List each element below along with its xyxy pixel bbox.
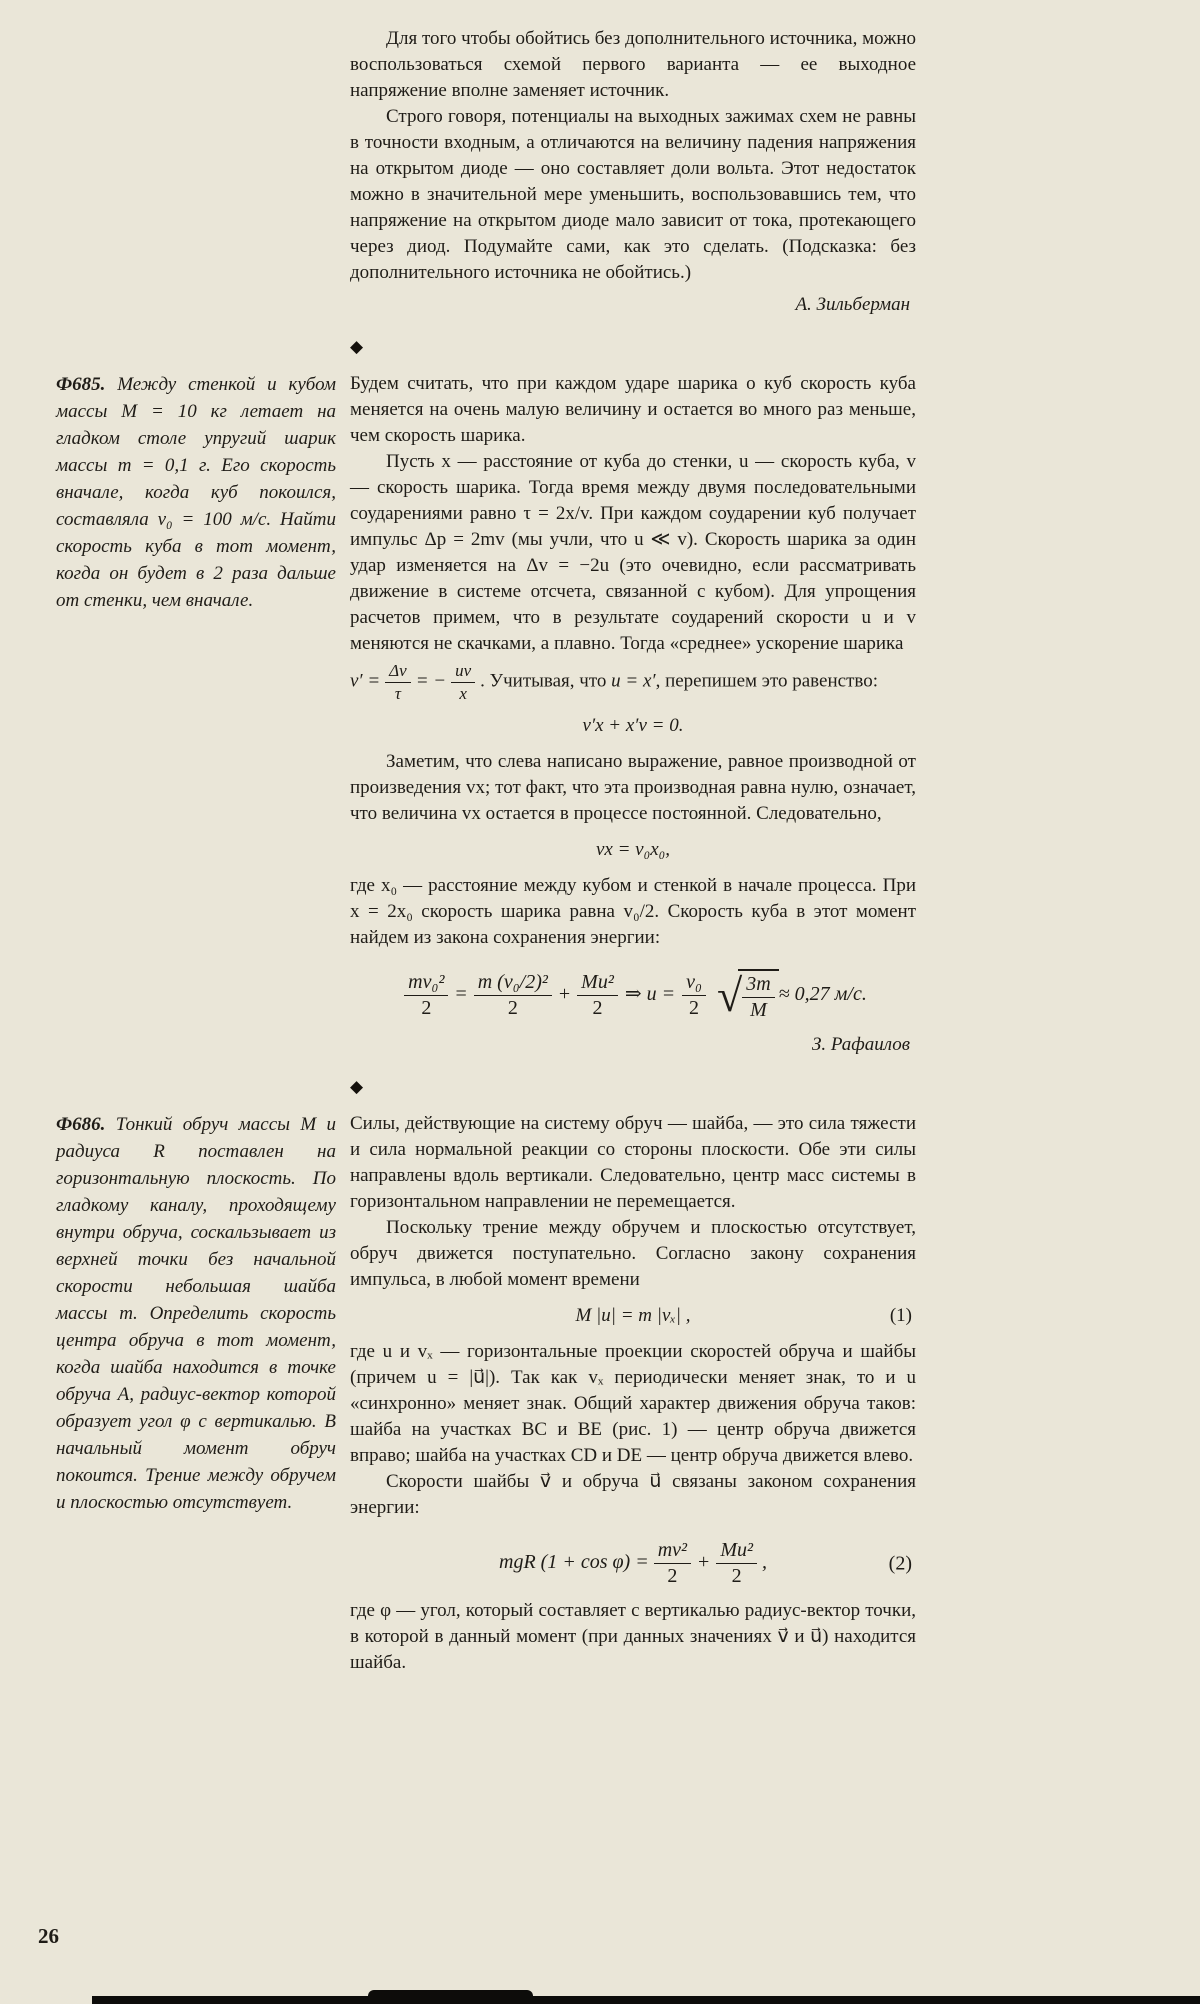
solution-paragraph: Пусть x — расстояние от куба до стенки, u — скорость куба, v — скорость шарика. Тогда время между двумя последовательными соударениями равно τ = 2x/v. При каждом соударении куб получает импульс Δp = 2mv (мы учли, что u ≪ v). Скорость шарика за один удар изменяется на Δv = −2u (это очевидно, если рассматривать движение в системе отсчета, связанной с кубом). Для упрощения расчетов примем, что в результате соударений скорости u и v меняются не скачками, а плавно. Тогда «среднее» ускорение шарика [350,451,916,654]
result-value: ≈ 0,27 м/с. [778,983,867,1006]
section-zilberman-solution [56,26,1200,318]
problem-text: Между стенкой и кубом массы M = 10 кг летает на гладком столе упругий шарик массы m = 0,1 г. Его скорость вначале, когда куб покоился, составляла v₀ = 100 м/с. Найти скорость куба в тот момент, когда он будет в 2 раза дальше от стенки, чем вначале. [56,374,336,611]
solution-paragraph: Строго говоря, потенциалы на выходных зажимах схем не равны в точности входным, а отличаются на величину падения напряжения на открытом диоде — оно составляет доли вольта. Этот недостаток можно в значительной мере уменьшить, воспользовавшись тем, что напряжение на открытом диоде мало зависит от тока, протекающего через диод. Подумайте сами, как это сделать. (Подсказка: без дополнительного источника не обойтись.) [350,106,916,283]
equation-number: (1) [889,1305,912,1327]
solution-paragraph: Для того чтобы обойтись без дополнительного источника, можно воспользоваться схемой первого варианта — ее выходное напряжение вполне заменяет источник. [350,28,916,101]
fraction: $\frac{\text{mv²}}{2}$ [654,1539,691,1588]
page-number: 26 [38,1924,59,1948]
problem-text: Тонкий обруч массы M и радиуса R поставлен на горизонтальную плоскость. По гладкому каналу, проходящему внутри обруча, соскальзывает из верхней точки без начальной скорости небольшая шайба массы m. Определить скорость центра обруча в тот момент, когда шайба находится в точке обруча A, радиус-вектор которой образует угол φ с вертикалью. В начальный момент обруч покоится. Трение между обручем и плоскостью отсутствует. [56,1114,336,1514]
math-term: u = x′ [606,670,656,692]
author-signature: З. Рафаилов [811,1034,910,1056]
equation-energy [350,1539,916,1588]
author-signature: А. Зильберман [795,294,910,315]
radical-sign-icon: √ [716,969,743,1021]
fraction: $\frac{\text{mv₀²}}{2}$ [404,971,448,1020]
fraction: $\frac{uv}{x}$ [451,661,475,703]
fraction: $\frac{\text{Mu²}}{2}$ [577,971,618,1020]
problem-statement-f686 [56,1111,336,1516]
square-root [717,969,779,1022]
comma: , [761,1551,767,1574]
section-f686 [56,1111,1200,1676]
diamond-separator-icon: ◆ [350,1077,364,1097]
solution-paragraph: Заметим, что слева написано выражение, равное производной от произведения vx; тот факт, что эта производная равна нулю, означает, что величина vx остается в процессе постоянной. Следовательно, [350,751,916,825]
solution-paragraph: где φ — угол, который составляет с вертикалью радиус-вектор точки, в которой в данный момент (при данных значениях v⃗ и u⃗) находится шайба. [350,1600,916,1674]
fraction: $\frac{\text{Mu²}}{2}$ [716,1539,757,1588]
problem-statement-f685 [56,371,336,614]
math-term: mgR (1 + cos φ) = [499,1551,649,1574]
solution-paragraph: где u и vₓ — горизонтальные проекции скоростей обруча и шайбы (причем u = |u⃗|). Так как vₓ периодически меняет знак, то и u «синхронно» меняет знак. Общий характер движения обруча таков: шайба на участках BC и BE (рис. 1) — центр обруча движется вправо; шайба на участках CD и DE — центр обруча движется влево. [350,1341,916,1467]
left-column-empty [56,26,336,318]
section-f685 [56,371,1200,1058]
math-term: v′ = [350,670,381,692]
equation-number: (2) [888,1552,912,1575]
equation-derivative: v′x + x′v = 0. [582,715,684,737]
scan-edge-artifact [92,1996,1200,2004]
problem-number: Ф685. [56,374,106,395]
fraction: $\frac{\Delta v}{\tau}$ [385,661,411,703]
solution-paragraph: где x₀ — расстояние между кубом и стенкой в начале процесса. При x = 2x₀ скорость шарика равна v₀/2. Скорость куба в этот момент найдем из закона сохранения энергии: [350,875,916,949]
fraction: $\frac{\text{v₀}}{2}$ [682,971,706,1020]
equation-invariant: vx = v₀x₀, [595,839,670,861]
equation-momentum: M |u| = m |vₓ| , (1) [575,1305,912,1327]
inline-derivation-line [350,661,916,703]
plus-sign: + [698,1551,710,1574]
diamond-separator-icon: ◆ [350,337,364,356]
solution-paragraph: Будем считать, что при каждом ударе шарика о куб скорость куба меняется на очень малую величину и остается во много раз меньше, чем скорость шарика. [350,373,916,446]
text-run: . Учитывая, что [480,670,607,692]
solution-paragraph: Силы, действующие на систему обруч — шайба, — это сила тяжести и сила нормальной реакции со стороны плоскости. Обе эти силы направлены вдоль вертикали. Следовательно, центр масс системы в горизонтальном направлении не перемещается. [350,1113,916,1213]
left-column-problem-f686 [56,1111,336,1676]
fraction: $\frac{\text{m (v₀/2)²}}{2}$ [474,971,552,1020]
energy-conservation-equation [350,969,916,1022]
problem-number: Ф686. [56,1114,106,1136]
math-term: = − [415,670,447,692]
plus-sign: + [558,983,571,1006]
scan-edge-artifact-blob [368,1990,533,2004]
solution-paragraph: Скорости шайбы v⃗ и обруча u⃗ связаны законом сохранения энергии: [350,1471,916,1519]
equals-sign: = [455,983,467,1006]
left-column-problem-f685 [56,371,336,1058]
right-column [350,26,916,318]
right-column-solution-f686 [350,1111,916,1676]
text-run: , перепишем это равенство: [655,670,878,692]
implies-arrow: ⇒ u = [624,983,676,1006]
right-column-solution-f685 [350,371,916,1058]
solution-paragraph: Поскольку трение между обручем и плоскостью отсутствует, обруч движется поступательно. Согласно закону сохранения импульса, в любой момент времени [350,1217,916,1291]
fraction: $\frac{3m}{M}$ [742,973,774,1022]
